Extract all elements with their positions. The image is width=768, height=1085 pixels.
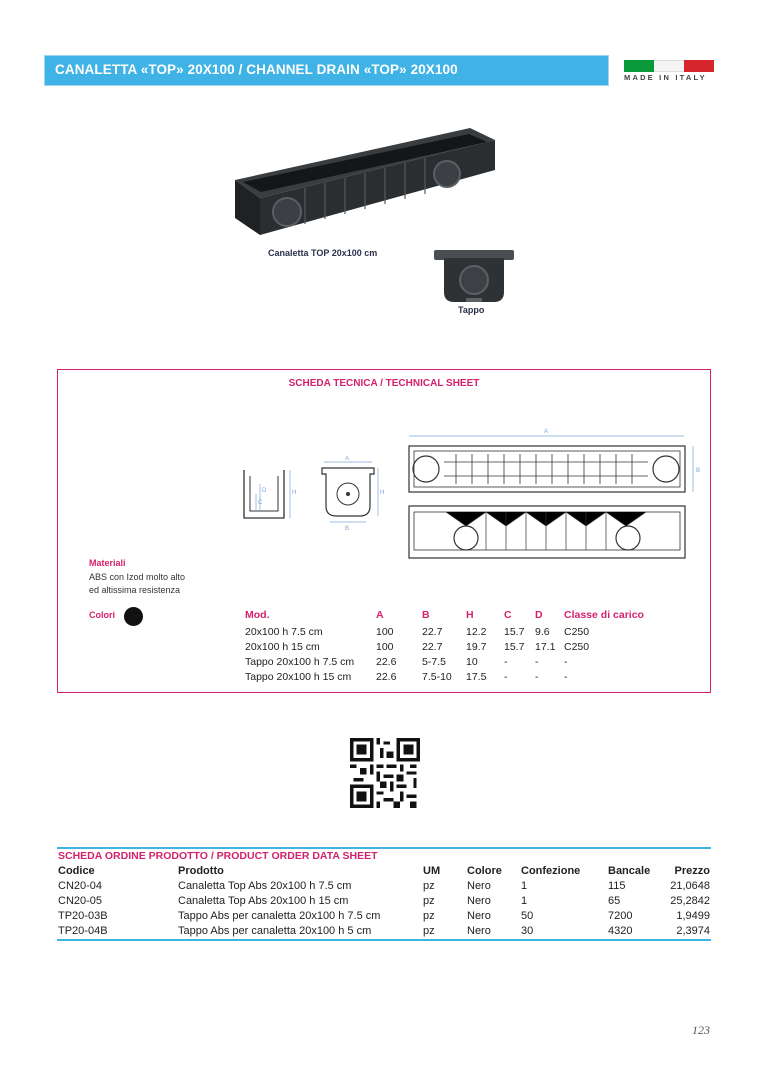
title-bar [44,55,609,86]
tech-cell: - [564,656,568,668]
cap-section-drawing [316,456,386,534]
order-cell: 115 [608,880,626,892]
tech-cell: 15.7 [504,626,525,638]
order-cell: Nero [467,895,491,907]
tech-cell: 7.5-10 [422,671,452,683]
tech-header-c: C [504,609,512,621]
order-cell: CN20-04 [58,880,103,892]
tech-cell: Tappo 20x100 h 7.5 cm [245,656,355,668]
top-view-dimension-a-label: A [544,429,549,435]
order-cell: TP20-03B [58,910,108,922]
order-header-color: Colore [467,865,502,877]
order-sheet-title: SCHEDA ORDINE PRODOTTO / PRODUCT ORDER DATA SHEET [58,850,378,862]
top-view-dimension-b-label: B [696,468,701,474]
order-cell: 1 [521,880,528,892]
order-header-pallet: Bancale [608,865,651,877]
tech-cell: 20x100 h 15 cm [245,641,320,653]
cap-caption: Tappo [458,305,485,315]
order-cell: pz [423,910,435,922]
order-cell: Tappo Abs per canaletta 20x100 h 5 cm [178,925,372,937]
color-swatch-black [124,607,143,626]
tech-cell: - [504,671,508,683]
page-number: 123 [692,1023,710,1037]
cap-dimension-b-label: B [345,526,350,532]
order-cell: Nero [467,880,491,892]
order-cell: Nero [467,925,491,937]
tech-cell: 12.2 [466,626,487,638]
end-cap-image [432,248,516,306]
order-cell: 65 [608,895,621,907]
order-cell: pz [423,895,435,907]
tech-cell: 20x100 h 7.5 cm [245,626,323,638]
order-cell: CN20-05 [58,895,103,907]
tech-header-h: H [466,609,474,621]
tech-cell: 100 [376,641,394,653]
materials-line-2: ed altissima resistenza [89,585,181,595]
dimension-c-label: C [258,500,263,506]
tech-cell: 22.6 [376,656,397,668]
order-top-rule [57,847,711,849]
tech-cell: 17.1 [535,641,556,653]
order-cell: 7200 [608,910,633,922]
colors-label: Colori [89,610,115,620]
order-cell: 4320 [608,925,633,937]
order-cell: Nero [467,910,491,922]
order-header-price: Prezzo [674,865,710,877]
tech-cell: - [564,671,568,683]
tech-cell: 19.7 [466,641,487,653]
tech-cell: - [535,671,539,683]
top-view-drawing [406,426,706,562]
tech-header-a: A [376,609,384,621]
qr-code-icon[interactable] [350,738,420,808]
order-cell: pz [423,925,435,937]
tech-cell: 22.6 [376,671,397,683]
order-cell: 25,2842 [670,895,710,907]
tech-header-d: D [535,609,543,621]
made-in-italy-label: MADE IN ITALY [624,73,707,82]
tech-cell: 22.7 [422,626,443,638]
tech-cell: 9.6 [535,626,550,638]
order-cell: 1 [521,895,528,907]
channel-drain-image [225,120,505,245]
tech-header-load-class: Classe di carico [564,609,644,621]
tech-cell: 15.7 [504,641,525,653]
dimension-d-label: D [262,488,267,494]
tech-cell: 10 [466,656,478,668]
materials-line-1: ABS con Izod molto alto [89,572,186,582]
order-cell: Tappo Abs per canaletta 20x100 h 7.5 cm [178,910,381,922]
order-cell: TP20-04B [58,925,108,937]
order-cell: Canaletta Top Abs 20x100 h 7.5 cm [178,880,352,892]
italian-flag-icon [624,60,714,72]
tech-cell: - [504,656,508,668]
order-bottom-rule [57,939,711,941]
materials-label: Materiali [89,558,126,568]
section-profile-drawing [236,464,301,524]
technical-sheet [57,369,711,693]
tech-cell: C250 [564,641,590,653]
order-cell: 21,0648 [670,880,710,892]
tech-header-mod: Mod. [245,609,270,621]
tech-cell: 17.5 [466,671,487,683]
tech-cell: - [535,656,539,668]
order-header-code: Codice [58,865,95,877]
channel-caption: Canaletta TOP 20x100 cm [268,248,378,258]
order-cell: 2,3974 [676,925,710,937]
order-cell: pz [423,880,435,892]
order-cell: 50 [521,910,534,922]
tech-header-b: B [422,609,430,621]
page-title: CANALETTA «TOP» 20X100 / CHANNEL DRAIN «TOP» 20X100 [55,62,458,77]
tech-cell: C250 [564,626,590,638]
cap-dimension-h-label: H [380,490,385,496]
cap-dimension-a-label: A [345,456,350,462]
dimension-h-label: H [292,490,297,496]
tech-cell: 5-7.5 [422,656,446,668]
order-cell: 30 [521,925,534,937]
order-header-product: Prodotto [178,865,224,877]
tech-cell: 22.7 [422,641,443,653]
tech-cell: 100 [376,626,394,638]
order-header-um: UM [423,865,441,877]
technical-sheet-title: SCHEDA TECNICA / TECHNICAL SHEET [288,378,480,389]
tech-cell: Tappo 20x100 h 15 cm [245,671,352,683]
order-cell: Canaletta Top Abs 20x100 h 15 cm [178,895,349,907]
order-cell: 1,9499 [676,910,710,922]
order-header-package: Confezione [521,865,581,877]
